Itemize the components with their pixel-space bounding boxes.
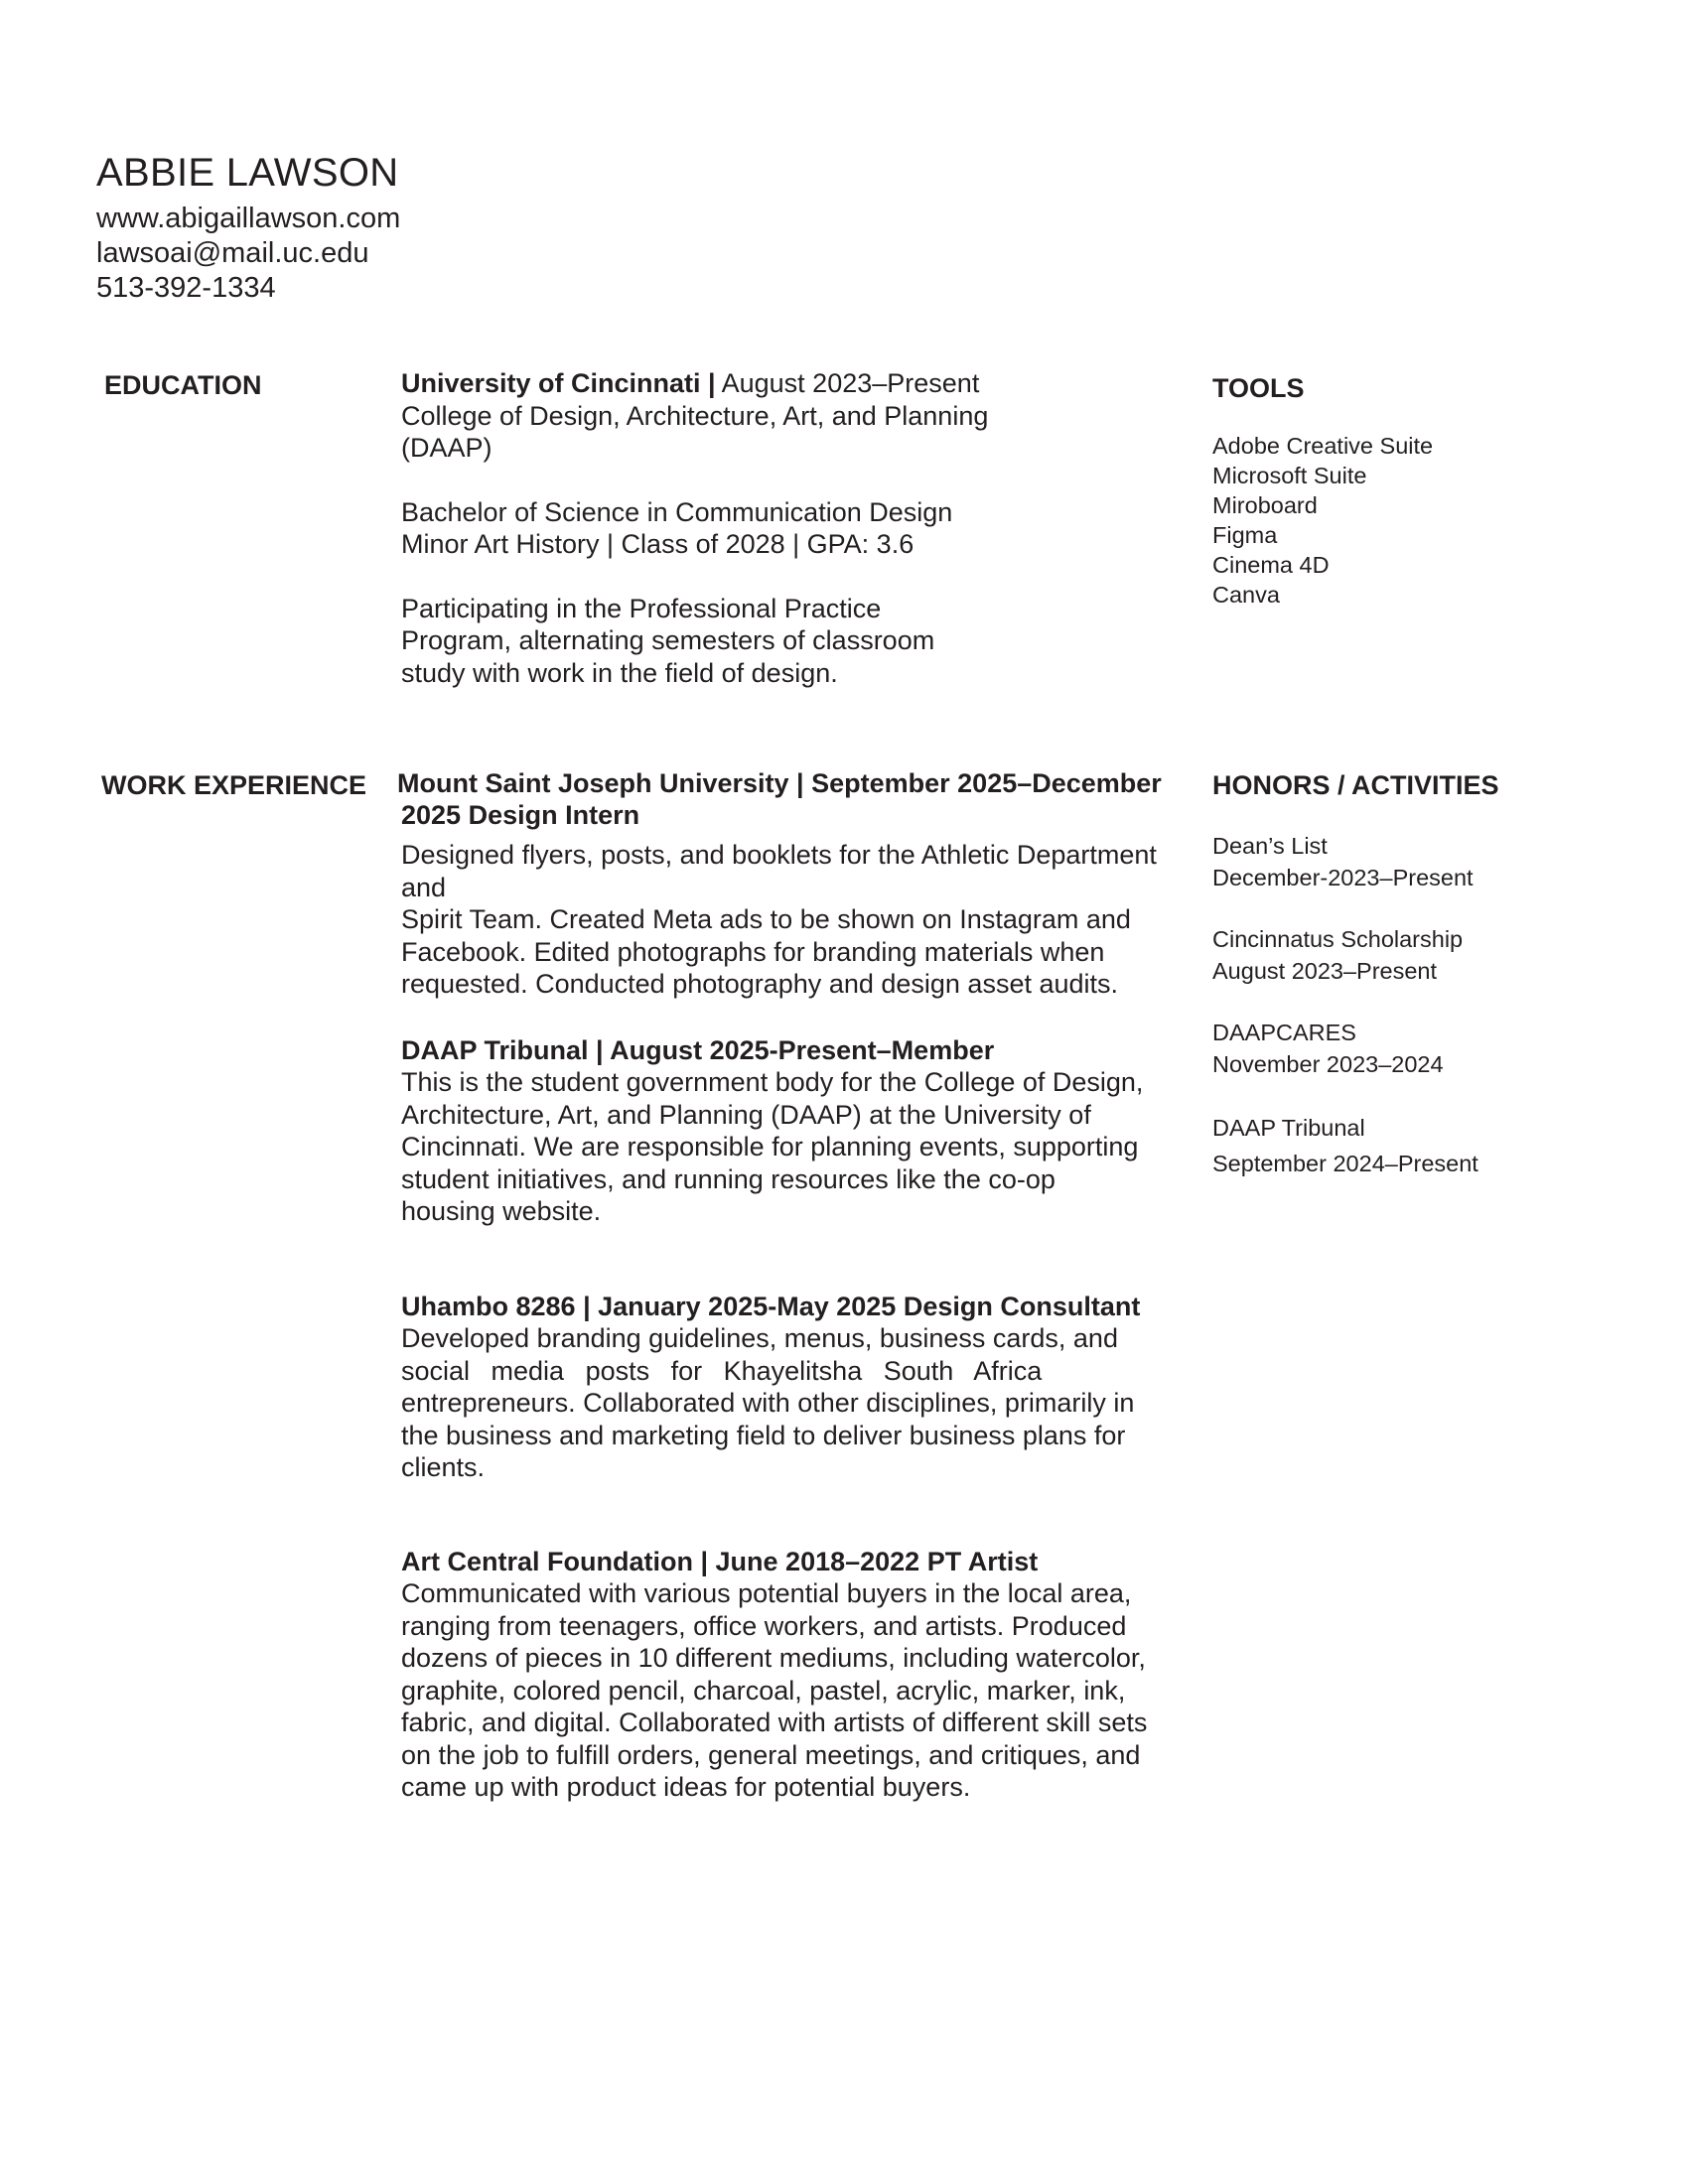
tool-item: Microsoft Suite [1212,463,1367,488]
honor-date: December-2023–Present [1212,865,1474,890]
honors-heading: HONORS / ACTIVITIES [1212,770,1499,800]
program-line-1: Participating in the Professional Practice [401,593,882,623]
program-line-3: study with work in the field of design. [401,657,838,688]
description-line: graphite, colored pencil, charcoal, pastel, acrylic, marker, ink, [401,1675,1126,1706]
website-link[interactable]: www.abigaillawson.com [96,203,401,234]
job-description [397,839,1192,1001]
tool-item: Canva [1212,582,1280,608]
minor-line: Minor Art History | Class of 2028 | GPA: 3.6 [401,529,914,559]
email-link[interactable]: lawsoai@mail.uc.edu [96,237,369,269]
honor-title: Cincinnatus Scholarship [1212,926,1464,952]
description-line: Communicated with various potential buyers in the local area, [401,1578,1132,1608]
college-line-2: (DAAP) [401,433,492,463]
description-line: Cincinnati. We are responsible for planning events, supporting [401,1132,1139,1161]
degree-line: Bachelor of Science in Communication Design [401,496,953,527]
education-section [401,367,1186,689]
college-line: College of Design, Architecture, Art, and Planning [401,400,989,431]
job-description [401,1322,1186,1484]
job-entry [401,1034,1186,1228]
honor-item [1212,1017,1679,1110]
resume-name: ABBIE LAWSON [96,151,399,195]
honor-date: August 2023–Present [1212,958,1438,984]
honor-title: Dean’s List [1212,833,1328,859]
job-title: DAAP Tribunal | August 2025-Present–Member [401,1035,995,1065]
description-line: student initiatives, and running resources like the co-op [401,1163,1055,1194]
tool-item: Adobe Creative Suite [1212,433,1434,459]
description-line: requested. Conducted photography and design asset audits. [401,969,1119,999]
tool-item: Cinema 4D [1212,552,1330,578]
job-title: Mount Saint Joseph University | September 2025–December [397,768,1162,798]
work-experience-heading: WORK EXPERIENCE [101,770,367,800]
job-title: Art Central Foundation | June 2018–2022 PT Artist [401,1547,1039,1576]
job-description [401,1577,1186,1804]
description-line: Facebook. Edited photographs for branding materials when [401,936,1105,967]
job-description [401,1066,1186,1228]
honor-title: DAAP Tribunal [1212,1115,1365,1141]
program-line-2: Program, alternating semesters of classroom [401,625,935,655]
description-line: Architecture, Art, and Planning (DAAP) at the University of [401,1099,1091,1130]
honor-date: November 2023–2024 [1212,1051,1444,1077]
job-entry [401,1546,1186,1804]
job-entry [401,1291,1186,1484]
school-line [401,367,1186,400]
job-entry [397,767,1192,1001]
honor-date: September 2024–Present [1212,1151,1478,1176]
school-dates: August 2023–Present [721,368,980,398]
tools-heading: TOOLS [1212,373,1305,403]
description-line: the business and marketing field to deliver business plans for [401,1420,1126,1450]
description-line: ranging from teenagers, office workers, and artists. Produced [401,1610,1127,1641]
description-line: social media posts for Khayelitsha South Africa [401,1355,1043,1386]
education-heading: EDUCATION [104,370,262,400]
description-line: clients. [401,1452,486,1482]
description-line: entrepreneurs. Collaborated with other disciplines, primarily in [401,1388,1135,1418]
school-name: University of Cincinnati | [401,368,716,398]
description-line: Spirit Team. Created Meta ads to be shown on Instagram and [401,904,1131,934]
honor-item [1212,923,1679,1017]
description-line: came up with product ideas for potential buyers. [401,1772,971,1802]
description-line: Developed branding guidelines, menus, business cards, and [401,1323,1118,1353]
description-line: dozens of pieces in 10 different mediums, including watercolor, [401,1643,1146,1673]
job-title-line-2: 2025 Design Intern [401,800,640,830]
job-title: Uhambo 8286 | January 2025-May 2025 Design Consultant [401,1292,1141,1321]
description-line: fabric, and digital. Collaborated with artists of different skill sets [401,1707,1148,1737]
tool-item: Figma [1212,522,1278,548]
phone-number: 513-392-1334 [96,272,276,304]
description-line: Designed flyers, posts, and booklets for the Athletic Department and [401,840,1157,902]
honor-item [1212,1110,1679,1181]
description-line: on the job to fulfill orders, general meetings, and critiques, and [401,1739,1141,1770]
honor-title: DAAPCARES [1212,1020,1356,1045]
honors-list [1212,830,1679,1181]
tool-item: Miroboard [1212,492,1318,518]
description-line: This is the student government body for the College of Design, [401,1067,1144,1097]
tools-list [1212,431,1433,610]
description-line: housing website. [401,1196,602,1226]
honor-item [1212,830,1679,923]
